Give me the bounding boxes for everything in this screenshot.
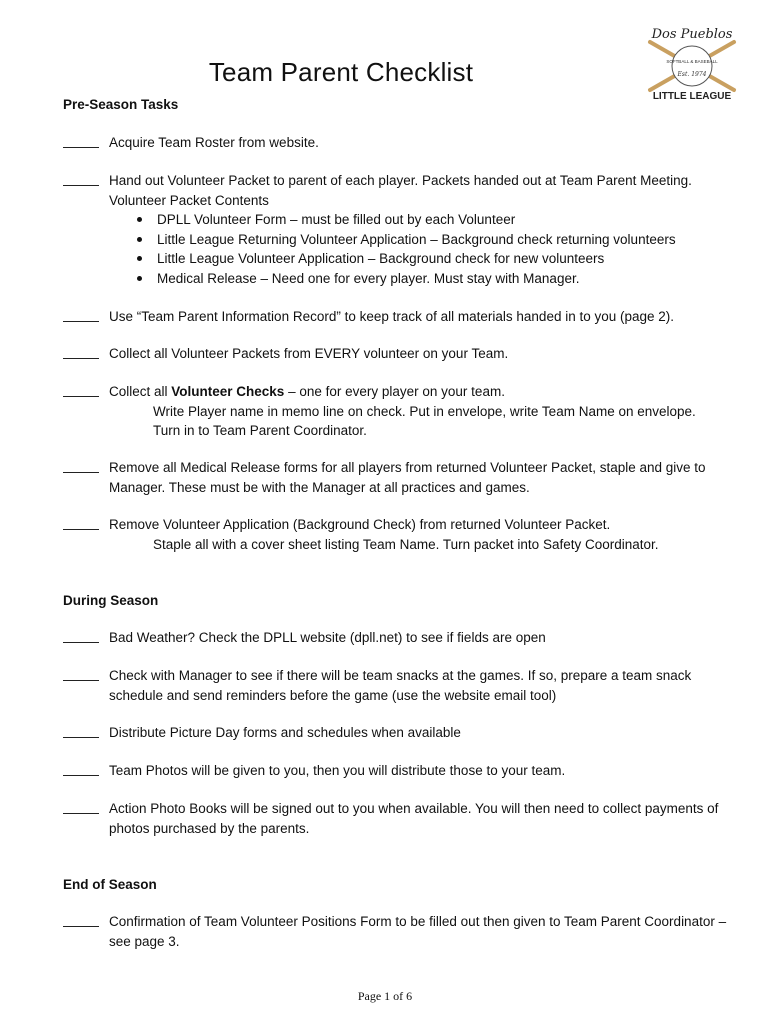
check-blank[interactable] — [63, 642, 99, 643]
volunteer-packet-contents — [135, 210, 733, 288]
check-blank[interactable] — [63, 321, 99, 322]
section-heading-end-season: End of Season — [63, 877, 157, 892]
bullet-item: DPLL Volunteer Form – must be filled out by each Volunteer — [135, 210, 733, 230]
svg-text:Dos Pueblos: Dos Pueblos — [651, 27, 733, 42]
svg-text:Est. 1974: Est. 1974 — [677, 71, 707, 78]
page-number: Page 1 of 6 — [357, 989, 413, 1003]
check-blank[interactable] — [63, 185, 99, 186]
bullet-item: Medical Release – Need one for every player. Must stay with Manager. — [135, 269, 733, 289]
section-heading-during-season: During Season — [63, 593, 159, 608]
check-blank[interactable] — [63, 926, 99, 927]
checklist-item: Use “Team Parent Information Record” to keep track of all materials handed in to you (page 2). — [63, 307, 733, 327]
check-blank[interactable] — [63, 396, 99, 397]
checklist-item: Confirmation of Team Volunteer Positions Form to be filled out then given to Team Parent Coordinator – see page 3. — [63, 912, 733, 951]
checklist-item: Collect all Volunteer Checks – one for every player on your team. Write Player name in memo line on check. Put in envelope, write Team Name on envelope. Turn in to Team Parent Coordinator. — [63, 382, 733, 441]
check-blank[interactable] — [63, 737, 99, 738]
check-blank[interactable] — [63, 775, 99, 776]
svg-text:LITTLE LEAGUE: LITTLE LEAGUE — [652, 91, 732, 102]
checklist-item: Acquire Team Roster from website. — [63, 133, 733, 153]
checklist-item: Check with Manager to see if there will be team snacks at the games. If so, prepare a team snack schedule and send reminders before the game (use the website email tool) — [63, 666, 733, 705]
check-blank[interactable] — [63, 472, 99, 473]
check-blank[interactable] — [63, 529, 99, 530]
check-blank[interactable] — [63, 358, 99, 359]
checklist-item: Remove all Medical Release forms for all players from returned Volunteer Packet, staple and give to Manager. These must be with the Manager at all practices and games. — [63, 458, 733, 497]
checklist-item: Bad Weather? Check the DPLL website (dpll.net) to see if fields are open — [63, 628, 733, 648]
page-title: Team Parent Checklist — [208, 57, 474, 88]
checklist-item: Hand out Volunteer Packet to parent of each player. Packets handed out at Team Parent Meeting. Volunteer Packet Contents DPLL Volunteer Form – must be filled out by each Volunteer Little League Returning Volunteer Application – Background check returning volunteers Little League Volunteer Application – Background check for new volunteers Medical Release – Need one for every player. Must stay with Manager. — [63, 171, 733, 288]
checklist-item: Remove Volunteer Application (Background Check) from returned Volunteer Packet. Staple all with a cover sheet listing Team Name. Turn packet into Safety Coordinator. — [63, 515, 733, 554]
checklist-item: Team Photos will be given to you, then you will distribute those to your team. — [63, 761, 733, 781]
svg-text:SOFTBALL & BASEBALL: SOFTBALL & BASEBALL — [666, 59, 718, 64]
checklist-item: Collect all Volunteer Packets from EVERY volunteer on your Team. — [63, 344, 733, 364]
check-blank[interactable] — [63, 813, 99, 814]
bullet-item: Little League Volunteer Application – Background check for new volunteers — [135, 249, 733, 269]
bullet-item: Little League Returning Volunteer Application – Background check returning volunteers — [135, 230, 733, 250]
league-logo — [632, 22, 752, 104]
checklist-item: Action Photo Books will be signed out to you when available. You will then need to collect payments of photos purchased by the parents. — [63, 799, 733, 838]
check-blank[interactable] — [63, 680, 99, 681]
section-heading-pre-season: Pre-Season Tasks — [63, 97, 179, 112]
check-blank[interactable] — [63, 147, 99, 148]
checklist-item: Distribute Picture Day forms and schedules when available — [63, 723, 733, 743]
